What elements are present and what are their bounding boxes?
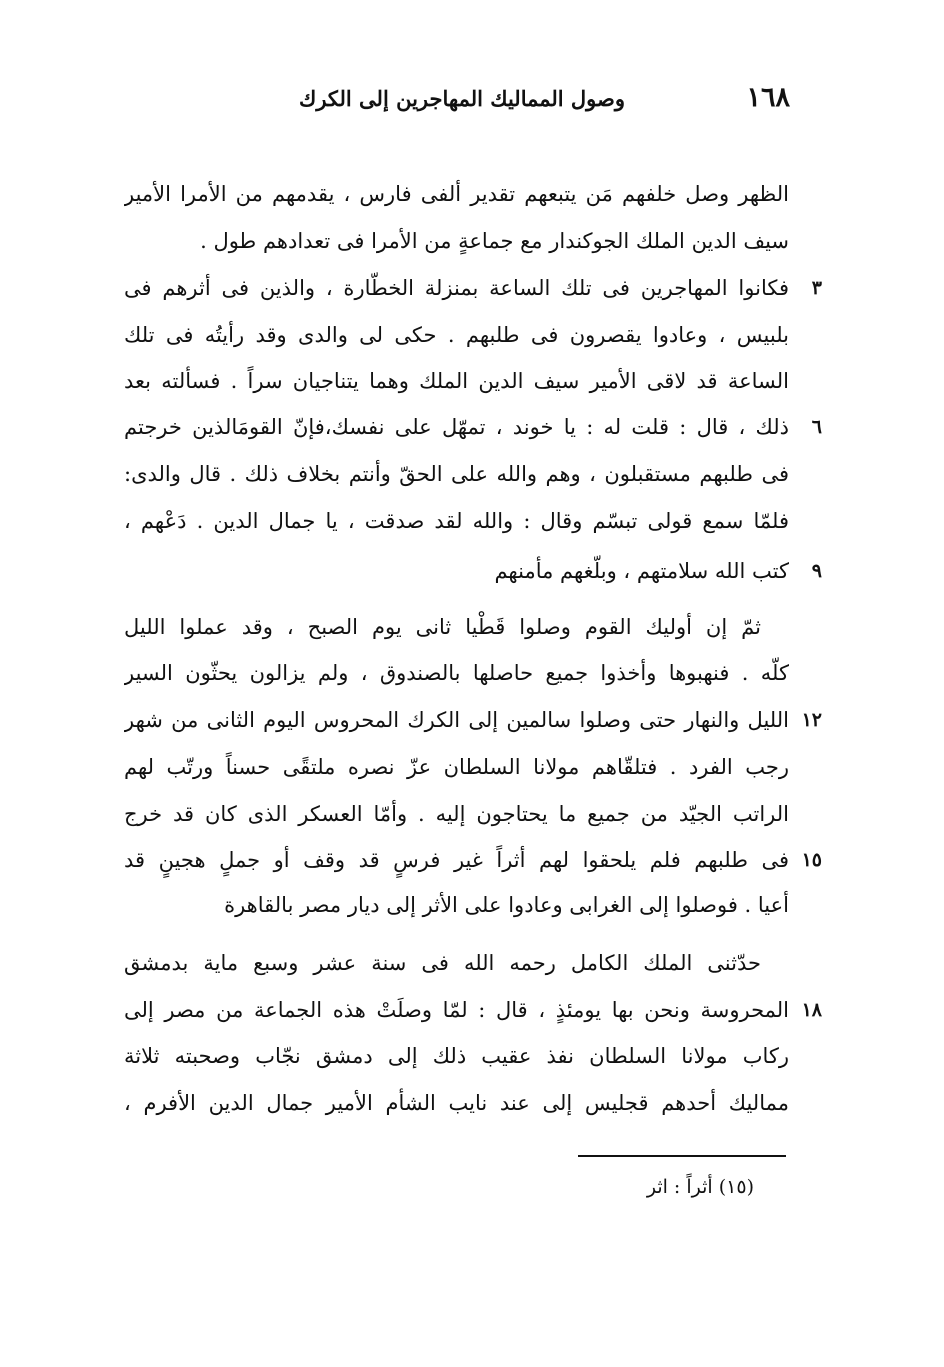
- page-number: ١٦٨: [746, 82, 790, 113]
- line-number: ١٢: [801, 709, 822, 731]
- text-line: فلمّا سمع قولى تبسّم وقال : والله لقد صدقت ، يا جمال الدين . دَعْهم ،: [124, 509, 789, 533]
- footnote-rule: [578, 1155, 786, 1157]
- text-line: حدّثنى الملك الكامل رحمه الله فى سنة عشر وسبع ماية بدمشق: [124, 951, 761, 975]
- text-line: فى طلبهم مستقبلون ، وهم والله على الحقّ وأنتم بخلاف ذلك . قال والدى:: [124, 462, 789, 486]
- footnote: (١٥) أثراً : اثر: [646, 1176, 754, 1198]
- text-line: الساعة قد لاقى الأمير سيف الدين الملك وهما يتناجيان سراً . فسألته بعد: [124, 369, 789, 393]
- text-line: بلبيس ، وعادوا يقصرون فى طلبهم . حكى لى والدى وقد رأيتُه فى تلك: [124, 323, 789, 347]
- running-title: وصول المماليك المهاجرين إلى الكرك: [299, 86, 625, 111]
- text-line: كتب الله سلامتهم ، وبلّغهم مأمنهم: [494, 559, 789, 583]
- text-line: رجب الفرد . فتلقّاهم مولانا السلطان عزّ نصره ملتقًى حسناً ورتّب لهم: [124, 755, 789, 779]
- text-line: فى طلبهم فلم يلحقوا لهم أثراً غير فرسٍ قد وقف أو جملٍ هجينٍ قد: [124, 848, 789, 872]
- text-line: مماليك أحدهم قجليس إلى عند نايب الشأم الأمير جمال الدين الأفرم ،: [124, 1091, 789, 1115]
- text-line: فكانوا المهاجرين فى تلك الساعة بمنزلة الخطّارة ، والذين فى أثرهم فى: [124, 276, 789, 300]
- text-line: أعيا . فوصلوا إلى الغرابى وعادوا على الأثر إلى ديار مصر بالقاهرة: [224, 893, 789, 917]
- line-number: ٩: [811, 560, 822, 582]
- text-line: الظهر وصل خلفهم مَن يتبعهم تقدير ألفى فارس ، يقدمهم من الأمرا الأمير: [124, 182, 789, 206]
- text-line: كلّه . فنهبوها وأخذوا جميع حاصلها بالصندوق ، ولم يزالون يحثّون السير: [124, 661, 789, 685]
- text-line: ذلك ، قال : قلت له : يا خوند ، تمهّل على نفسك،فإنّ القومَالذين خرجتم: [124, 415, 789, 439]
- text-line: ثمّ إن أوليك القوم وصلوا قَطْيا ثانى يوم الصبح ، وقد عملوا الليل: [124, 615, 761, 639]
- text-line: المحروسة ونحن بها يومئذٍ ، قال : لمّا وصلَتْ هذه الجماعة من مصر إلى: [124, 998, 789, 1022]
- text-line: سيف الدين الملك الجوكندار مع جماعةٍ من الأمرا فى تعدادهم طول .: [200, 229, 789, 253]
- line-number: ١٨: [801, 999, 822, 1021]
- line-number: ١٥: [801, 849, 822, 871]
- text-line: ركاب مولانا السلطان نفذ عقيب ذلك إلى دمشق نجّاب وصحبته ثلاثة: [124, 1044, 789, 1068]
- page-header: [300, 82, 790, 122]
- text-line: الراتب الجيّد من جميع ما يحتاجون إليه . وأمّا العسكر الذى كان قد خرج: [124, 802, 789, 826]
- text-line: الليل والنهار حتى وصلوا سالمين إلى الكرك المحروس اليوم الثانى من شهر: [124, 708, 789, 732]
- line-number: ٣: [811, 277, 822, 299]
- line-number: ٦: [811, 416, 822, 438]
